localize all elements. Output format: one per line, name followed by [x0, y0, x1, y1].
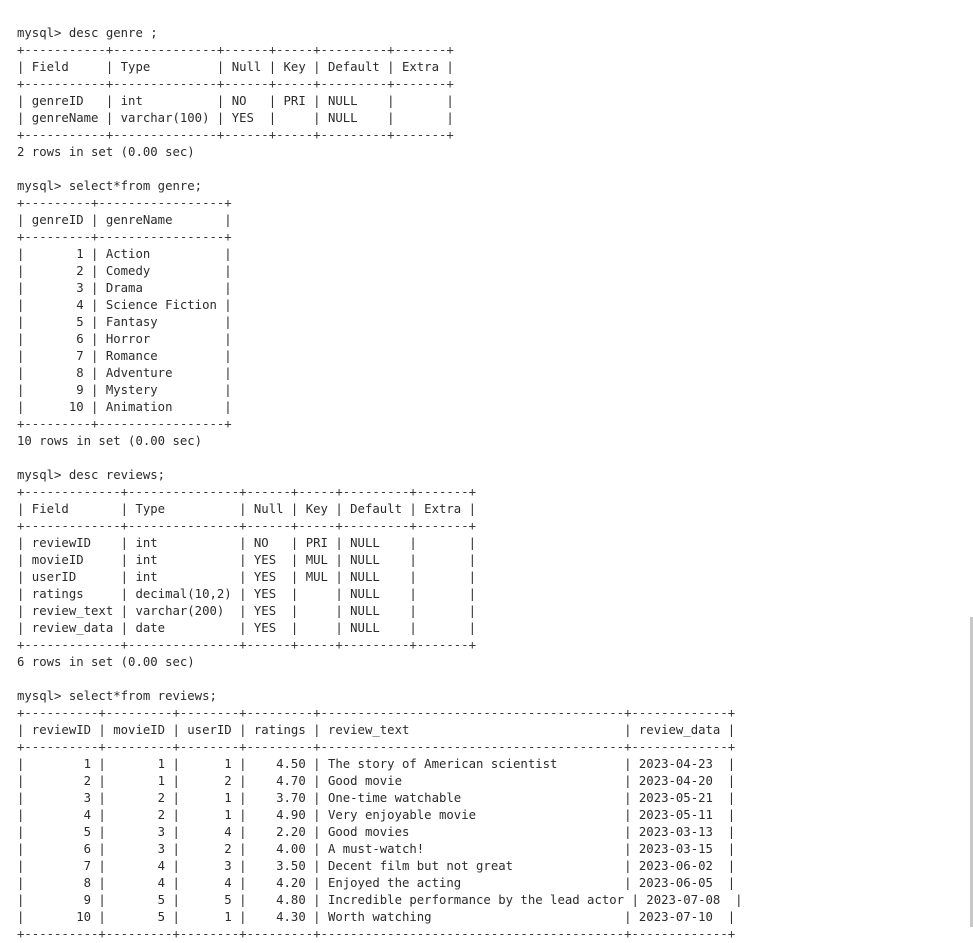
table-row: | 2 | Comedy |	[17, 264, 232, 278]
table-border-line: +----------+---------+--------+---------+-----------------------------------------+-------------+	[17, 740, 736, 754]
table-row: | Field | Type | Null | Key | Default | Extra |	[17, 60, 454, 74]
table-row: | 4 | Science Fiction |	[17, 298, 232, 312]
table-row: | 9 | 5 | 5 | 4.80 | Incredible performance by the lead actor | 2023-07-08 |	[17, 893, 743, 907]
table-row: | genreName | varchar(100) | YES | | NULL | |	[17, 111, 454, 125]
table-row: | reviewID | int | NO | PRI | NULL | |	[17, 536, 477, 550]
table-row: | Field | Type | Null | Key | Default | Extra |	[17, 502, 477, 516]
table-border-line: +----------+---------+--------+---------+-----------------------------------------+-------------+	[17, 706, 736, 720]
sql-command-line: mysql> select*from reviews;	[17, 689, 217, 703]
result-summary: 2 rows in set (0.00 sec)	[17, 145, 195, 159]
table-row: | 7 | 4 | 3 | 3.50 | Decent film but not great | 2023-06-02 |	[17, 859, 736, 873]
table-row: | 9 | Mystery |	[17, 383, 232, 397]
blank-line	[17, 161, 743, 178]
blank-line	[17, 671, 743, 688]
table-row: | reviewID | movieID | userID | ratings | review_text | review_data |	[17, 723, 736, 737]
terminal-output[interactable]	[17, 25, 743, 943]
table-row: | 10 | Animation |	[17, 400, 232, 414]
table-border-line: +---------+-----------------+	[17, 196, 232, 210]
sql-command-line: mysql> desc genre ;	[17, 26, 158, 40]
table-border-line: +-----------+--------------+------+-----+---------+-------+	[17, 128, 454, 142]
table-row: | 2 | 1 | 2 | 4.70 | Good movie | 2023-04-20 |	[17, 774, 736, 788]
blank-line	[17, 450, 743, 467]
table-row: | 8 | Adventure |	[17, 366, 232, 380]
table-border-line: +-------------+---------------+------+-----+---------+-------+	[17, 519, 477, 533]
table-row: | 10 | 5 | 1 | 4.30 | Worth watching | 2023-07-10 |	[17, 910, 736, 924]
table-row: | 5 | 3 | 4 | 2.20 | Good movies | 2023-03-13 |	[17, 825, 736, 839]
table-row: | 1 | Action |	[17, 247, 232, 261]
sql-command-line: mysql> desc reviews;	[17, 468, 166, 482]
table-row: | 4 | 2 | 1 | 4.90 | Very enjoyable movie | 2023-05-11 |	[17, 808, 736, 822]
table-border-line: +----------+---------+--------+---------+-----------------------------------------+-------------+	[17, 927, 736, 941]
table-row: | userID | int | YES | MUL | NULL | |	[17, 570, 477, 584]
table-border-line: +-----------+--------------+------+-----+---------+-------+	[17, 77, 454, 91]
table-row: | 6 | 3 | 2 | 4.00 | A must-watch! | 2023-03-15 |	[17, 842, 736, 856]
table-row: | genreID | genreName |	[17, 213, 232, 227]
table-row: | 8 | 4 | 4 | 4.20 | Enjoyed the acting | 2023-06-05 |	[17, 876, 736, 890]
result-summary: 10 rows in set (0.00 sec)	[17, 434, 203, 448]
table-row: | genreID | int | NO | PRI | NULL | |	[17, 94, 454, 108]
table-border-line: +-------------+---------------+------+-----+---------+-------+	[17, 485, 477, 499]
table-row: | 7 | Romance |	[17, 349, 232, 363]
table-row: | 5 | Fantasy |	[17, 315, 232, 329]
table-row: | movieID | int | YES | MUL | NULL | |	[17, 553, 477, 567]
sql-command-line: mysql> select*from genre;	[17, 179, 203, 193]
table-row: | ratings | decimal(10,2) | YES | | NULL | |	[17, 587, 477, 601]
result-summary: 6 rows in set (0.00 sec)	[17, 655, 195, 669]
table-row: | 6 | Horror |	[17, 332, 232, 346]
table-row: | 1 | 1 | 1 | 4.50 | The story of American scientist | 2023-04-23 |	[17, 757, 736, 771]
table-border-line: +-------------+---------------+------+-----+---------+-------+	[17, 638, 477, 652]
table-border-line: +---------+-----------------+	[17, 417, 232, 431]
table-row: | review_text | varchar(200) | YES | | NULL | |	[17, 604, 477, 618]
table-row: | review_data | date | YES | | NULL | |	[17, 621, 477, 635]
table-row: | 3 | Drama |	[17, 281, 232, 295]
table-border-line: +---------+-----------------+	[17, 230, 232, 244]
table-border-line: +-----------+--------------+------+-----+---------+-------+	[17, 43, 454, 57]
table-row: | 3 | 2 | 1 | 3.70 | One-time watchable | 2023-05-21 |	[17, 791, 736, 805]
